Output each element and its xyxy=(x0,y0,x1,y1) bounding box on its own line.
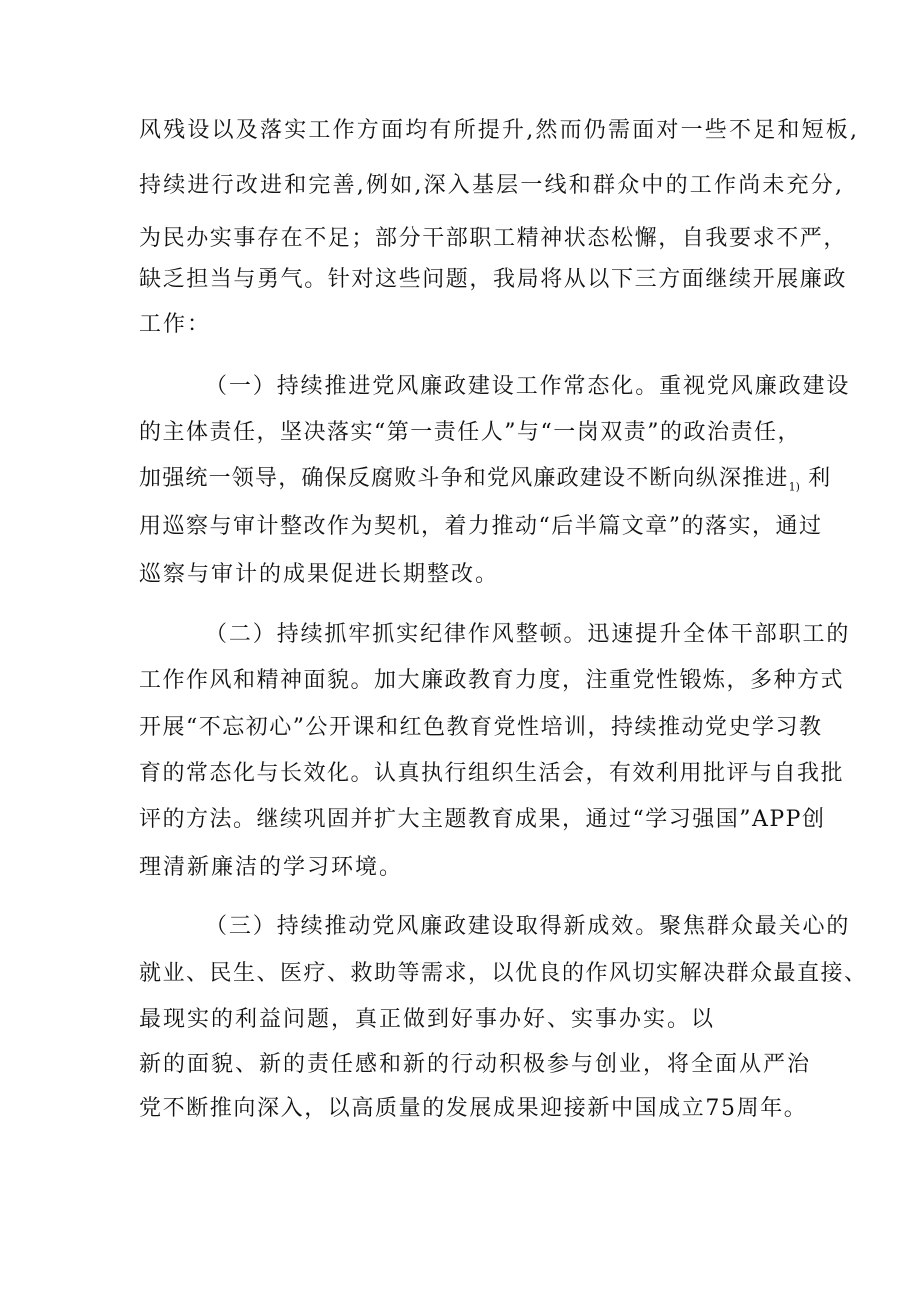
para3-line-5: 党不断推向深入，以高质量的发展成果迎接新中国成立75周年。 xyxy=(139,1096,808,1121)
intro-line-5: 工作： xyxy=(139,312,212,337)
para2-line-1: （二）持续抓牢抓实纪律作风整顿。迅速提升全体干部职工的 xyxy=(205,622,851,647)
para1-line-4: 用巡察与审计整改作为契机，着力推动“后半篇文章”的落实，通过 xyxy=(139,514,823,539)
para1-line-3 xyxy=(139,464,831,502)
intro-line-3: 为民办实事存在不足；部分干部职工精神状态松懈，自我要求不严， xyxy=(139,226,848,251)
para2-line-5: 评的方法。继续巩固并扩大主题教育成果，通过“学习强国”APP创 xyxy=(139,807,826,832)
para2-line-3: 开展“不忘初心”公开课和红色教育党性培训，持续推动党史学习教 xyxy=(139,715,823,740)
para1-line-5: 巡察与审计的成果促进长期整改。 xyxy=(139,562,500,587)
para1-line-3-tail: 利 xyxy=(808,466,832,491)
para2-line-6: 理清新廉洁的学习环境。 xyxy=(139,855,404,880)
intro-line-1: 风残设以及落实工作方面均有所提升,然而仍需面对一些不足和短板, xyxy=(139,118,860,143)
para1-line-2: 的主体责任，坚决落实“第一责任人”与“一岗双责”的政治责任， xyxy=(139,420,801,445)
para1-line-1: （一）持续推进党风廉政建设工作常态化。重视党风廉政建设 xyxy=(205,374,851,399)
para1-line-3-text: 加强统一领导，确保反腐败斗争和党风廉政建设不断向纵深推进 xyxy=(139,466,789,491)
para3-line-4: 新的面貌、新的责任感和新的行动积极参与创业，将全面从严治 xyxy=(139,1052,812,1077)
para3-line-3: 最现实的利益问题，真正做到好事办好、实事办实。以 xyxy=(139,1007,716,1032)
para3-line-2: 就业、民生、医疗、救助等需求，以优良的作风切实解决群众最直接、 xyxy=(139,961,868,986)
para2-line-2: 工作作风和精神面貌。加大廉政教育力度，注重党性锻炼，多种方式 xyxy=(139,668,845,693)
intro-line-2: 持续进行改进和完善,例如,深入基层一线和群众中的工作尚未充分, xyxy=(139,173,845,198)
para3-line-1: （三）持续推动党风廉政建设取得新成效。聚焦群众最关心的 xyxy=(205,914,851,939)
para2-line-4: 育的常态化与长效化。认真执行组织生活会，有效利用批评与自我批 xyxy=(139,761,845,786)
para1-subscript-marker: 1) xyxy=(788,480,800,494)
intro-line-4: 缺乏担当与勇气。针对这些问题，我局将从以下三方面继续开展廉政 xyxy=(139,267,848,292)
